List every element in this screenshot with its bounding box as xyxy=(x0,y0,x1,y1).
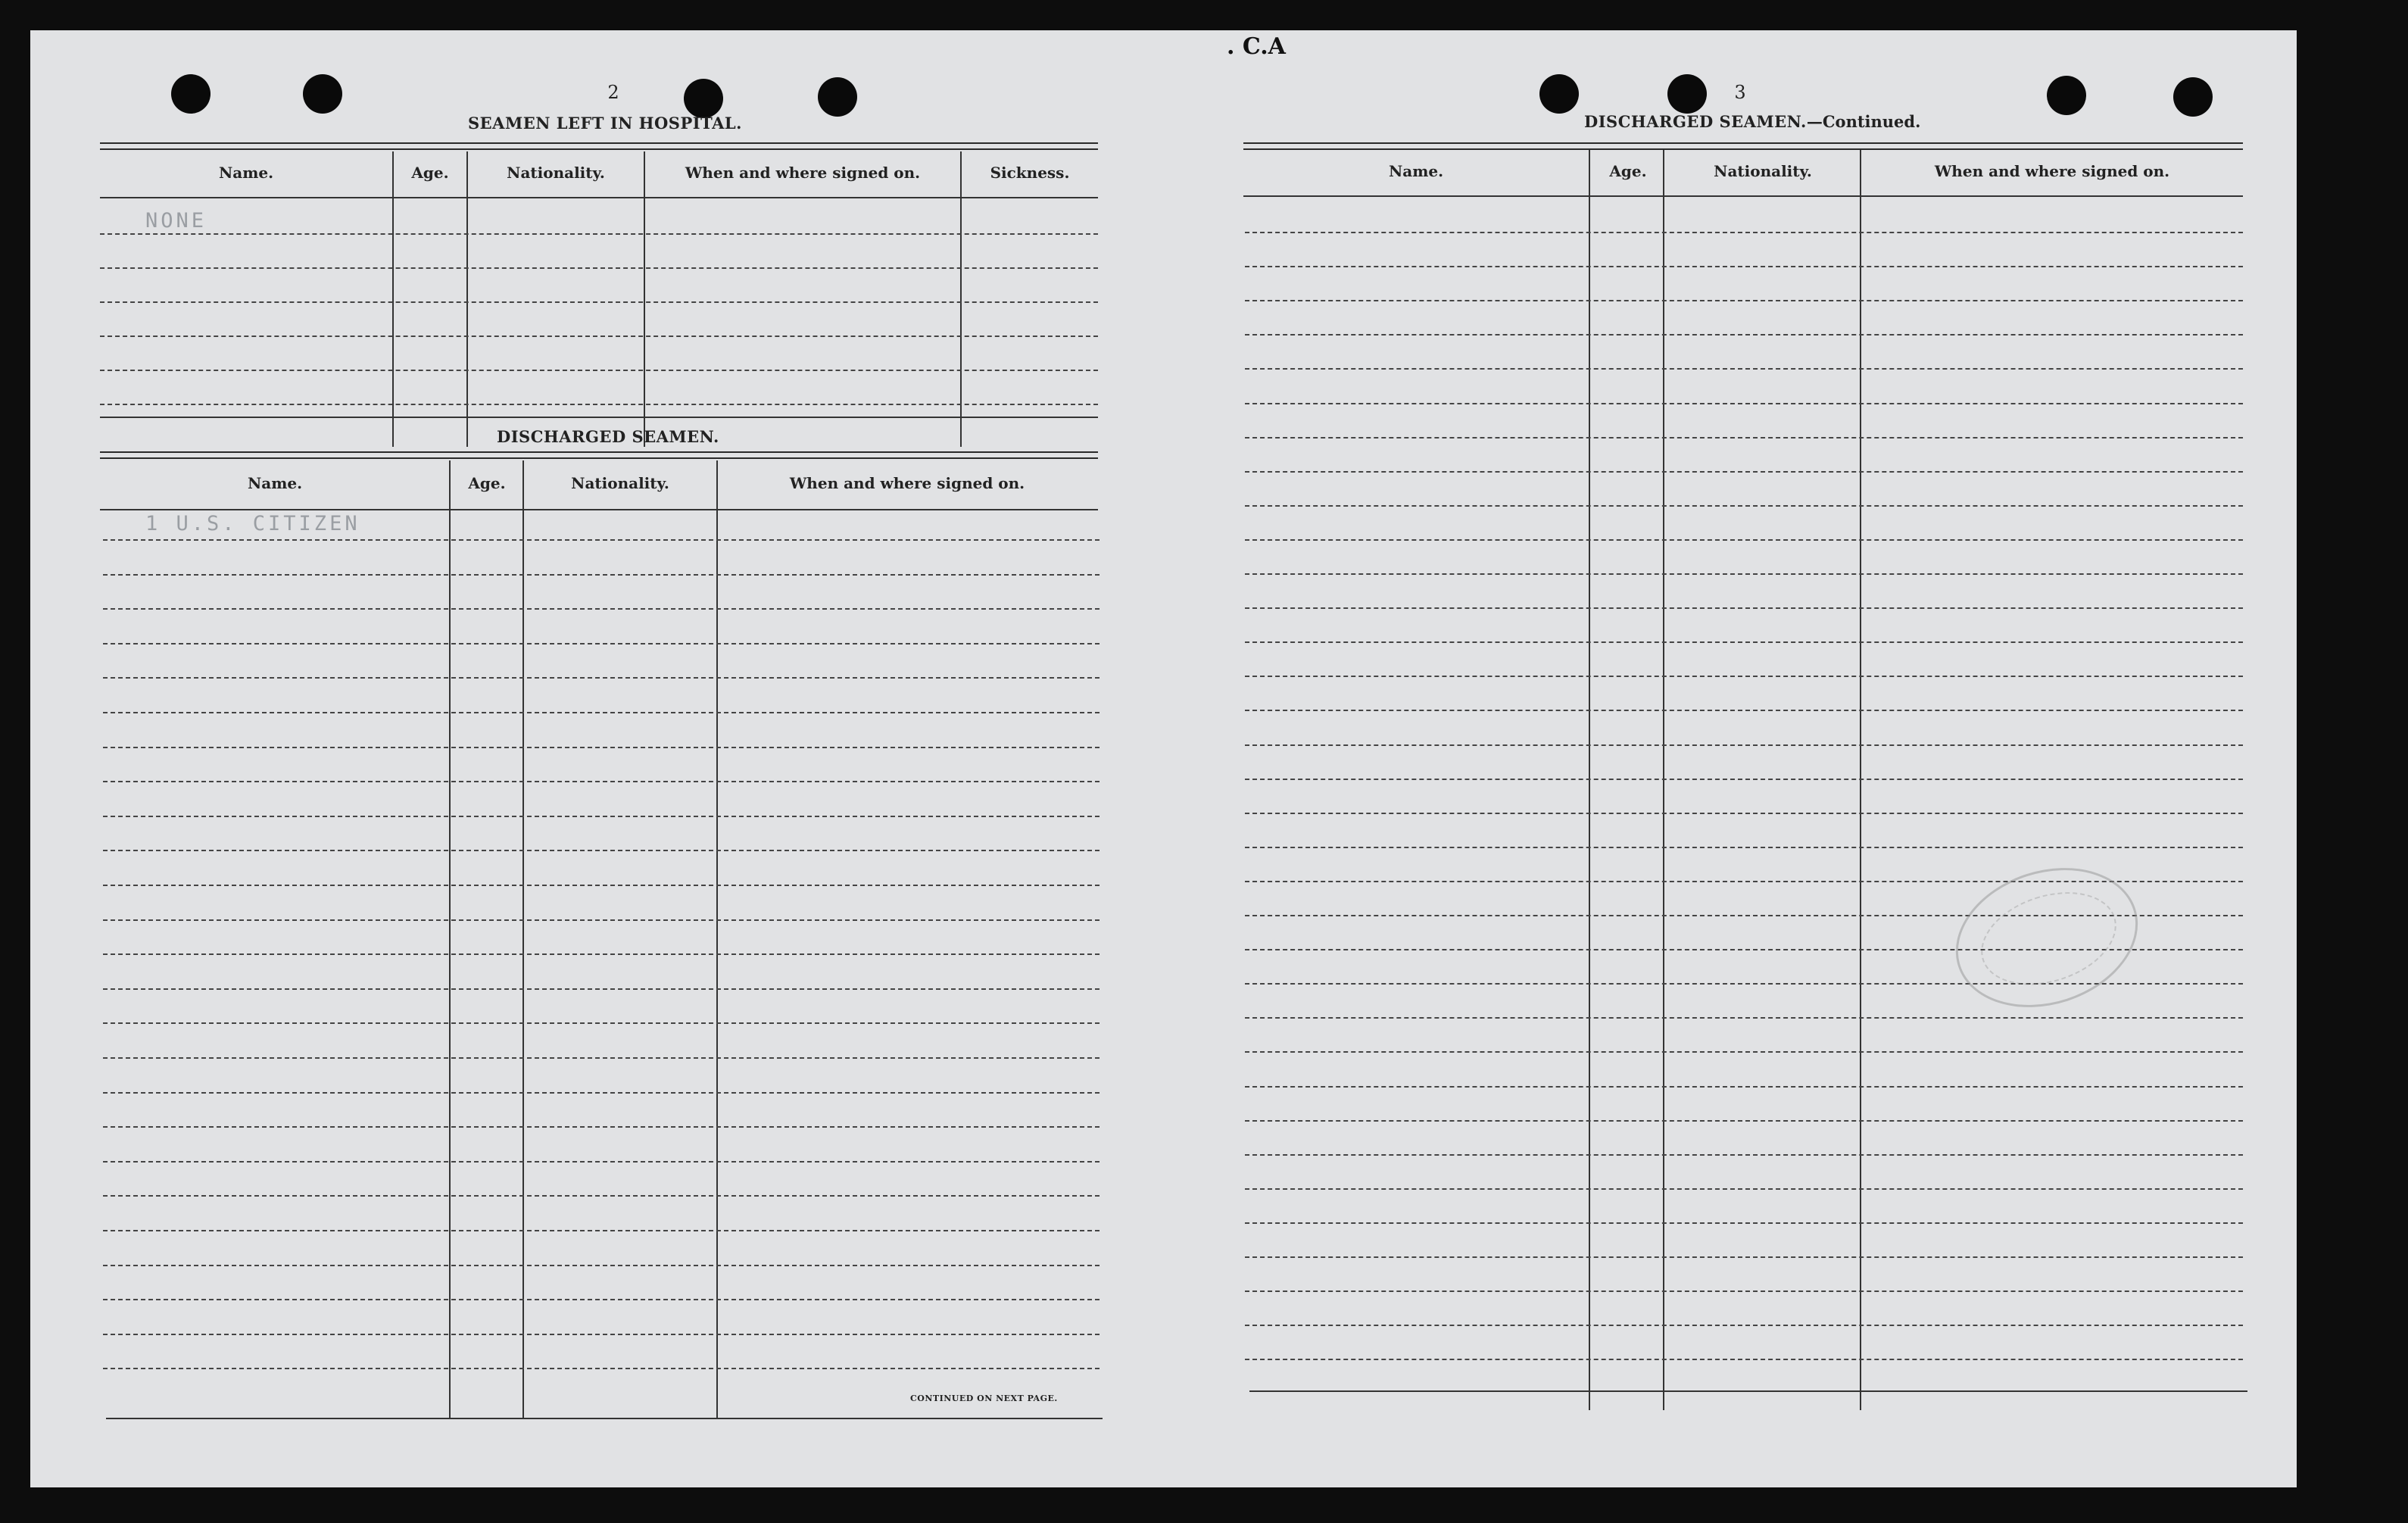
ledger-row-line xyxy=(103,1092,1100,1094)
hospital-col-divider xyxy=(960,151,962,447)
discharged-col-divider xyxy=(449,460,451,1418)
ledger-row-line xyxy=(1245,641,2243,643)
ledger-row-line xyxy=(103,1022,1100,1024)
hospital-header-rule xyxy=(100,197,1098,198)
right-col-age: Age. xyxy=(1609,162,1647,180)
ledger-row-line xyxy=(1245,266,2243,267)
right-table-top-rule xyxy=(1243,142,2243,150)
ledger-row-line xyxy=(103,643,1100,644)
ledger-row-line xyxy=(103,1161,1100,1163)
ledger-row-line xyxy=(103,816,1100,817)
rubber-stamp xyxy=(1938,845,2156,1029)
ledger-row-line xyxy=(103,781,1100,782)
discharged-section-title: DISCHARGED SEAMEN. xyxy=(497,427,719,446)
ledger-row-line xyxy=(103,574,1100,576)
ledger-row-line xyxy=(1245,403,2243,404)
binder-hole xyxy=(1667,74,1707,114)
document-page xyxy=(30,30,2297,1487)
hospital-entry: NONE xyxy=(145,209,207,233)
discharged-col-age: Age. xyxy=(468,474,506,492)
right-header-rule xyxy=(1243,195,2243,197)
ledger-row-line xyxy=(103,850,1100,851)
page-number-right: 3 xyxy=(1734,82,1746,103)
ledger-row-line xyxy=(103,1368,1100,1369)
right-col-nationality: Nationality. xyxy=(1714,162,1812,180)
hospital-row-line xyxy=(100,370,1098,371)
hospital-row-line xyxy=(100,233,1098,235)
ledger-row-line xyxy=(1245,847,2243,848)
hospital-row-line xyxy=(100,267,1098,269)
ledger-row-line xyxy=(1245,1188,2243,1190)
ledger-row-line xyxy=(103,988,1100,990)
ledger-row-line xyxy=(103,1057,1100,1059)
hospital-row-line xyxy=(100,301,1098,303)
continued-footer: CONTINUED ON NEXT PAGE. xyxy=(910,1393,1058,1403)
ledger-row-line xyxy=(1245,676,2243,677)
ledger-row-line xyxy=(1245,1120,2243,1122)
ledger-row-line xyxy=(103,1230,1100,1231)
hospital-row-line xyxy=(100,335,1098,337)
top-mark: . C.A xyxy=(1227,33,1286,60)
discharged-header-rule xyxy=(100,509,1098,510)
ledger-row-line xyxy=(1245,1325,2243,1326)
binder-hole xyxy=(2047,76,2086,115)
right-col-divider xyxy=(1589,150,1590,1410)
ledger-row-line xyxy=(1245,437,2243,438)
ledger-row-line xyxy=(103,1265,1100,1266)
ledger-row-line xyxy=(103,885,1100,886)
ledger-row-line xyxy=(1245,779,2243,780)
ledger-row-line xyxy=(103,539,1100,541)
ledger-row-line xyxy=(103,712,1100,713)
ledger-row-line xyxy=(1245,300,2243,301)
ledger-row-line xyxy=(103,919,1100,921)
ledger-row-line xyxy=(1245,368,2243,370)
binder-hole xyxy=(303,74,342,114)
hospital-col-divider xyxy=(392,151,394,447)
hospital-row-line xyxy=(100,404,1098,405)
binder-hole xyxy=(684,79,723,118)
hospital-col-divider xyxy=(644,151,645,447)
hospital-table-bottom-rule xyxy=(100,417,1098,418)
discharged-col-divider xyxy=(522,460,524,1418)
right-col-signed-on: When and where signed on. xyxy=(1934,162,2170,180)
discharged-table-top-rule xyxy=(100,451,1098,459)
hospital-col-nationality: Nationality. xyxy=(507,164,605,182)
ledger-row-line xyxy=(1245,232,2243,233)
binder-hole xyxy=(171,74,211,114)
hospital-col-divider xyxy=(466,151,468,447)
ledger-row-line xyxy=(1245,1359,2243,1360)
right-col-name: Name. xyxy=(1388,162,1444,180)
binder-hole xyxy=(1539,74,1579,114)
right-table-bottom-rule xyxy=(1249,1390,2247,1392)
discharged-col-divider xyxy=(716,460,718,1418)
ledger-row-line xyxy=(1245,334,2243,335)
hospital-col-age: Age. xyxy=(411,164,449,182)
discharged-col-nationality: Nationality. xyxy=(571,474,669,492)
ledger-row-line xyxy=(1245,744,2243,746)
right-col-divider xyxy=(1860,150,1861,1410)
discharged-col-name: Name. xyxy=(247,474,303,492)
ledger-row-line xyxy=(103,1334,1100,1335)
ledger-row-line xyxy=(1245,1290,2243,1292)
right-section-title-main: DISCHARGED SEAMEN. xyxy=(1584,112,1807,131)
ledger-row-line xyxy=(1245,539,2243,541)
ledger-row-line xyxy=(103,608,1100,610)
right-section-title-suffix: —Continued. xyxy=(1806,112,1921,131)
right-col-divider xyxy=(1663,150,1664,1410)
ledger-row-line xyxy=(1245,1086,2243,1088)
ledger-row-line xyxy=(1245,1051,2243,1053)
ledger-row-line xyxy=(1245,710,2243,711)
discharged-col-signed-on: When and where signed on. xyxy=(789,474,1025,492)
ledger-row-line xyxy=(1245,1222,2243,1224)
hospital-table-top-rule xyxy=(100,142,1098,150)
ledger-row-line xyxy=(1245,1017,2243,1019)
ledger-row-line xyxy=(103,1195,1100,1197)
hospital-section-title: SEAMEN LEFT IN HOSPITAL. xyxy=(468,114,742,133)
ledger-row-line xyxy=(103,1299,1100,1300)
rubber-stamp-inner-ring xyxy=(1969,876,2128,1001)
page-number-left: 2 xyxy=(607,82,619,103)
hospital-col-signed-on: When and where signed on. xyxy=(685,164,921,182)
ledger-row-line xyxy=(1245,471,2243,473)
ledger-row-line xyxy=(1245,505,2243,507)
discharged-table-bottom-rule xyxy=(106,1418,1103,1419)
binder-hole xyxy=(2173,77,2213,117)
ledger-row-line xyxy=(103,1126,1100,1128)
hospital-col-sickness: Sickness. xyxy=(990,164,1070,182)
ledger-row-line xyxy=(1245,607,2243,609)
ledger-row-line xyxy=(103,677,1100,679)
hospital-col-name: Name. xyxy=(218,164,274,182)
ledger-row-line xyxy=(103,953,1100,955)
discharged-entry: 1 U.S. CITIZEN xyxy=(145,512,360,535)
right-section-title xyxy=(1584,112,1920,131)
ledger-row-line xyxy=(1245,1154,2243,1156)
ledger-row-line xyxy=(1245,573,2243,575)
ledger-row-line xyxy=(1245,813,2243,814)
binder-hole xyxy=(818,77,857,117)
ledger-row-line xyxy=(103,747,1100,748)
ledger-row-line xyxy=(1245,1256,2243,1258)
